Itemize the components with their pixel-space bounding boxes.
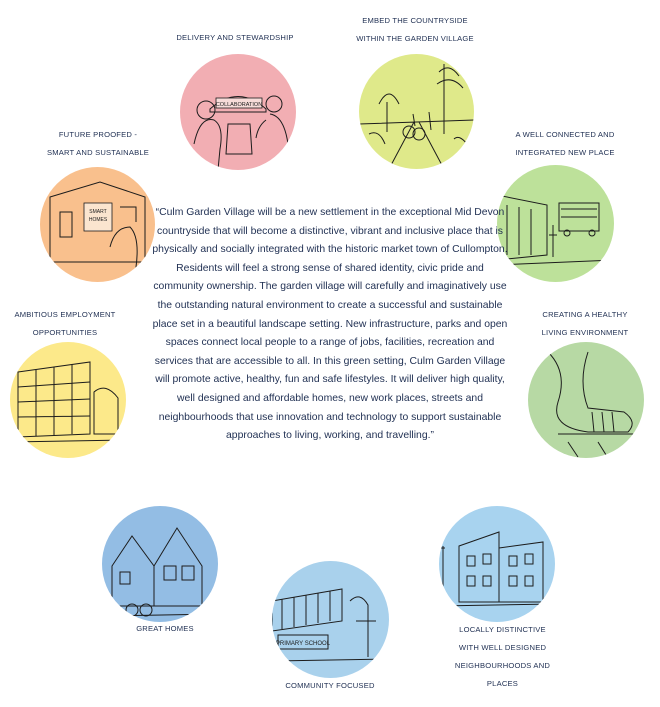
- delivery-sketch: [180, 54, 296, 170]
- sign-text: COLLABORATION: [215, 102, 263, 108]
- embed-circle: [359, 54, 474, 169]
- healthy-sketch: [528, 342, 644, 458]
- school-sign: PRIMARY SCHOOL: [275, 641, 331, 647]
- label-employment: AMBITIOUS EMPLOYMENT OPPORTUNITIES: [14, 310, 116, 337]
- label-delivery: DELIVERY AND STEWARDSHIP: [176, 33, 294, 42]
- homes-sketch: [102, 506, 218, 622]
- future-sketch: [40, 167, 155, 282]
- employment-circle: [10, 342, 126, 458]
- label-future: FUTURE PROOFED - SMART AND SUSTAINABLE: [46, 130, 150, 157]
- connected-sketch: [497, 165, 614, 282]
- future-circle: [40, 167, 155, 282]
- label-homes: GREAT HOMES: [136, 624, 194, 633]
- central-quote: “Culm Garden Village will be a new settlement in the exceptional Mid Devon countryside that will become a distinctive, vibrant and inclusive place that is physically and socially integrated with the historic market town of Cullompton. Residents will feel a strong sense of shared identity, civic pride and community ownership. The garden village will carefully and imaginatively use the outstanding natural environment to create a successful and sustainable place set in a beautiful landscape setting. New infrastructure, parks and open spaces connect local people to a range of jobs, facilities, recreation and services that are accessible to all. In this green setting, Culm Garden Village will promote active, healthy, fun and safe lifestyles. It will deliver high quality, well designed and affordable homes, new work places, streets and neighbourhoods that use innovation and technology to support sustainable approaches to living, working, and travelling.”: [152, 207, 508, 442]
- community-sketch: [272, 561, 389, 678]
- circle-fill: [359, 54, 474, 169]
- label-embed: EMBED THE COUNTRYSIDE WITHIN THE GARDEN VILLAGE: [356, 16, 474, 43]
- label-community: COMMUNITY FOCUSED: [285, 681, 375, 690]
- connected-circle: [497, 165, 614, 282]
- delivery-circle: [180, 54, 296, 170]
- healthy-circle: [528, 342, 644, 458]
- board-text: SMART HOMES: [88, 209, 108, 223]
- community-circle: [272, 561, 389, 678]
- label-healthy: CREATING A HEALTHY LIVING ENVIRONMENT: [541, 310, 629, 337]
- label-connected: A WELL CONNECTED AND INTEGRATED NEW PLACE: [515, 130, 615, 157]
- distinctive-circle: [439, 506, 555, 622]
- embed-sketch: [359, 54, 474, 169]
- distinctive-sketch: [439, 506, 555, 622]
- homes-circle: [102, 506, 218, 622]
- employment-sketch: [10, 342, 126, 458]
- label-distinctive: LOCALLY DISTINCTIVE WITH WELL DESIGNED NEIGHBOURHOODS AND PLACES: [454, 625, 551, 688]
